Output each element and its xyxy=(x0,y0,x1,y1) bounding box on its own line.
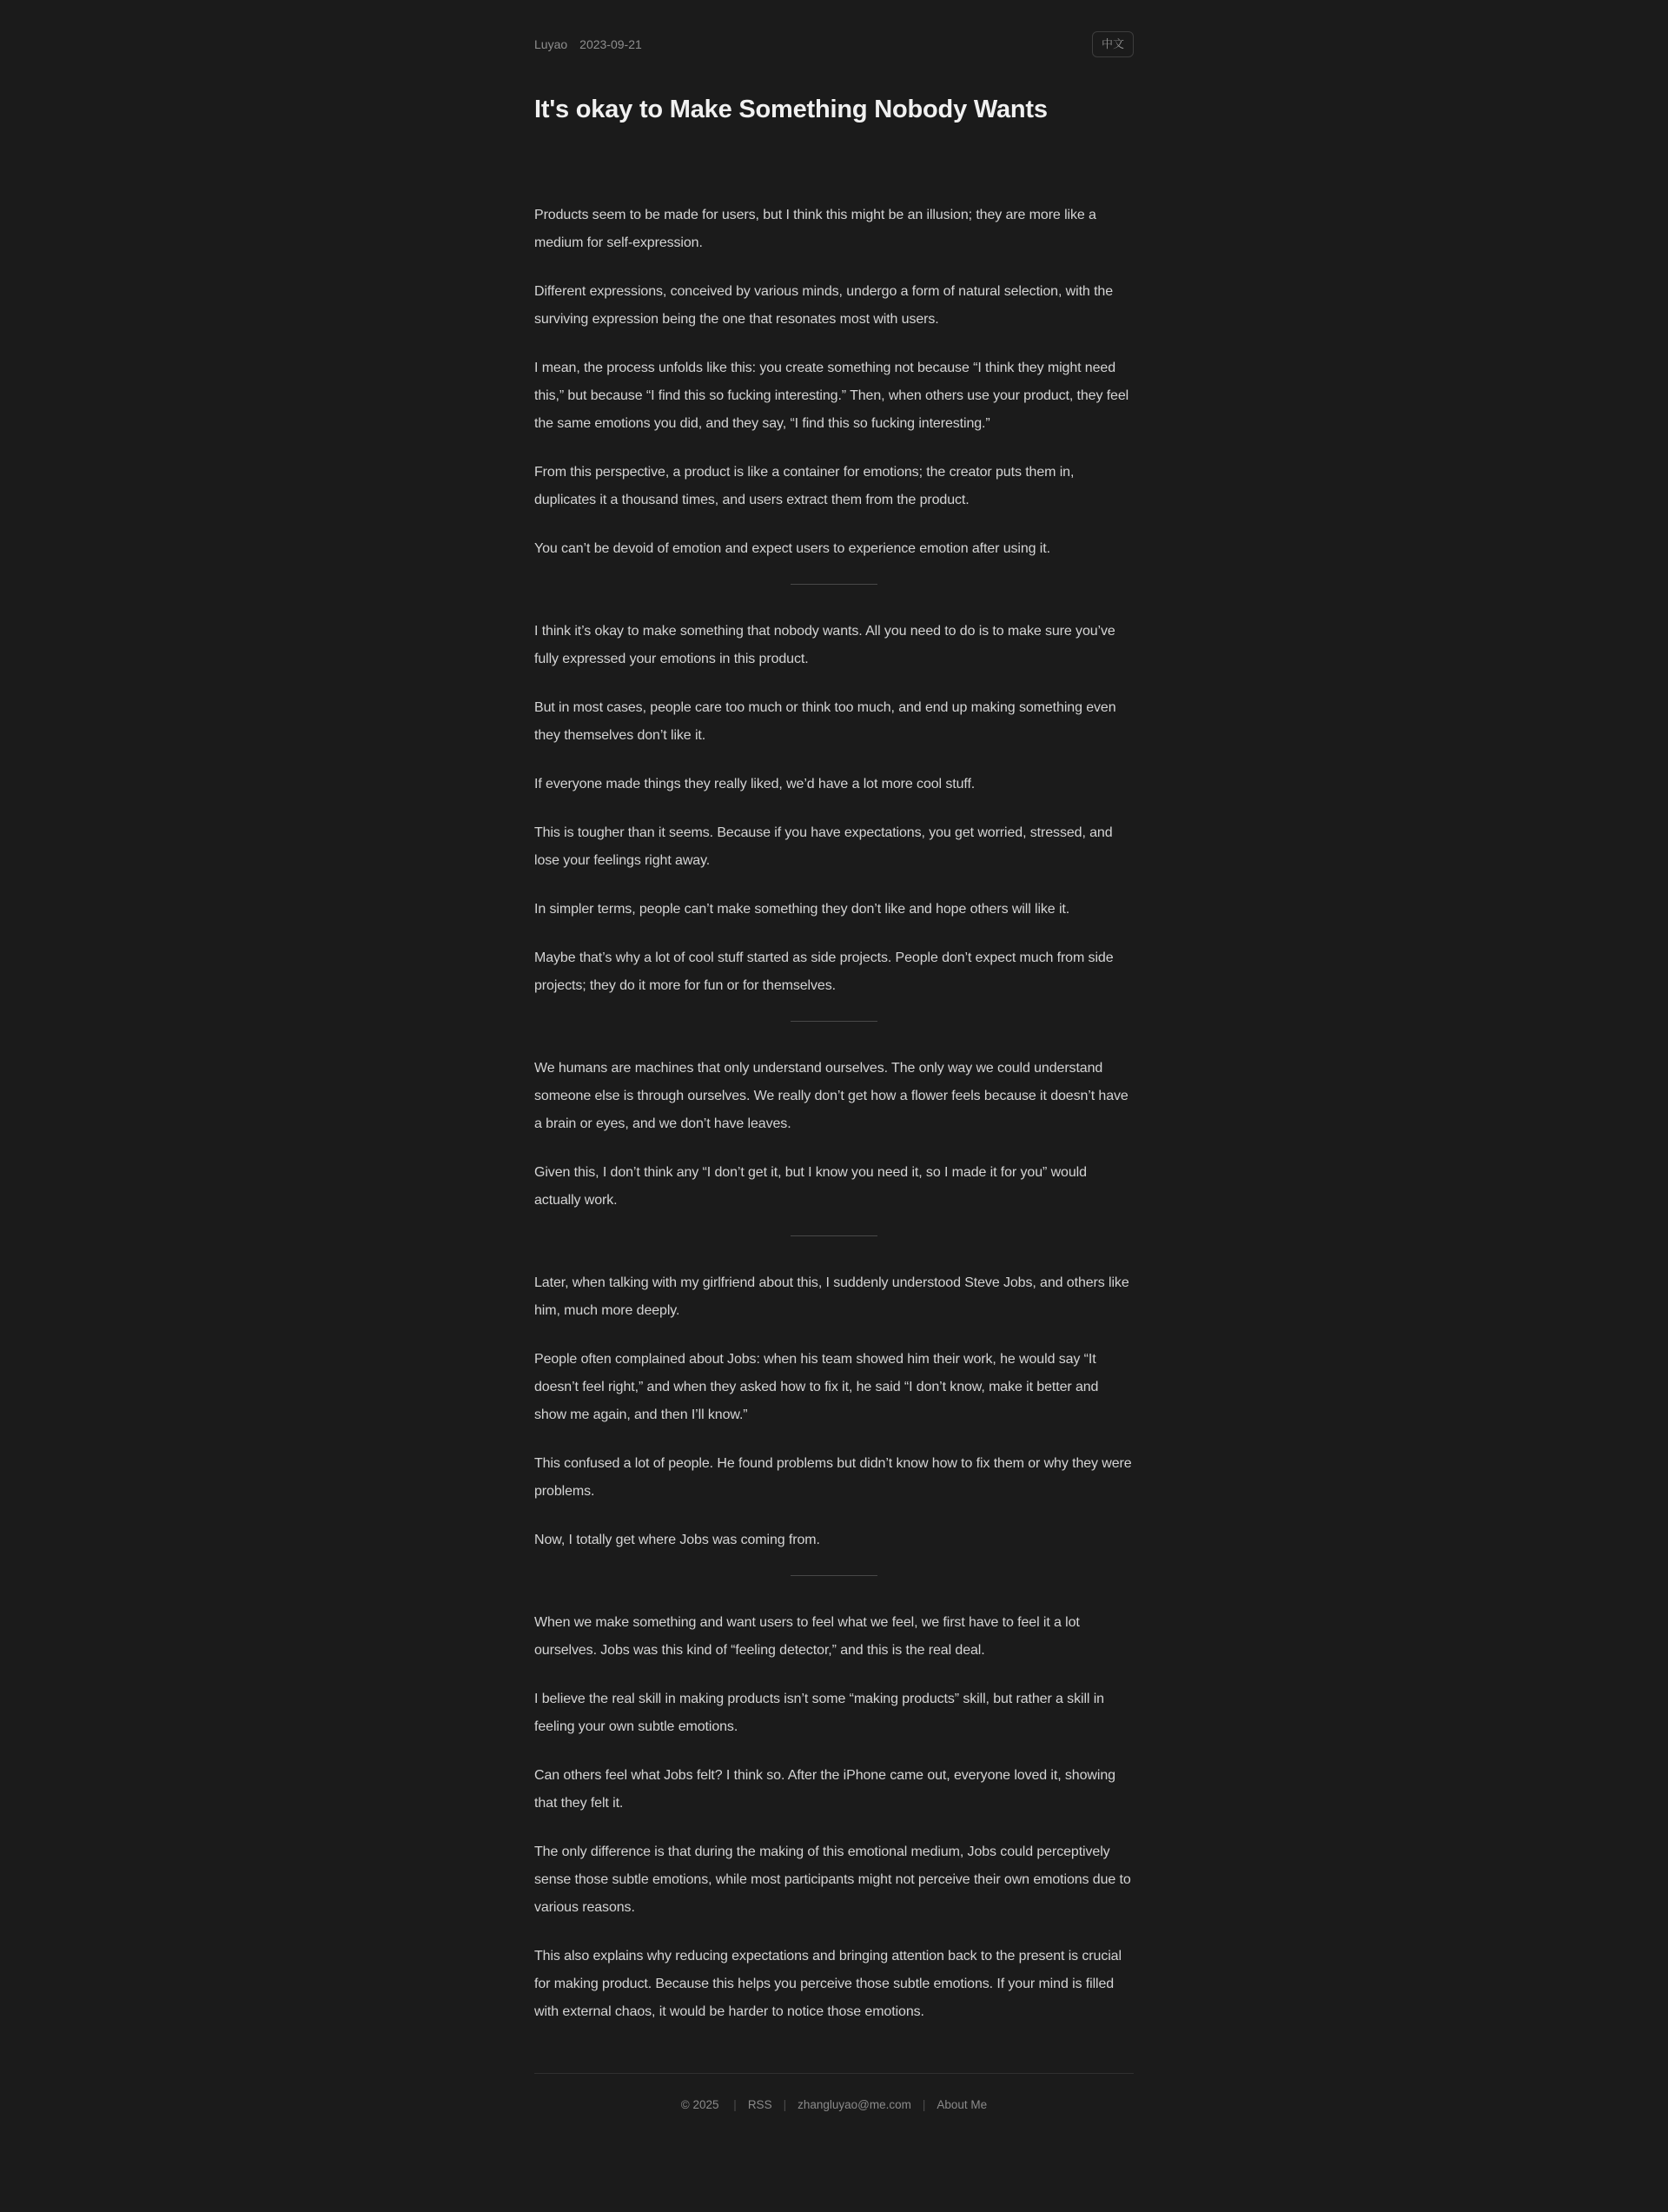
footer-link-rss[interactable]: RSS xyxy=(747,2097,772,2111)
post-header xyxy=(534,31,1134,57)
section-divider xyxy=(791,1021,877,1022)
footer-separator: | xyxy=(783,2097,787,2111)
paragraph: I mean, the process unfolds like this: you create something not because “I think they might need this,” but because “I find this so fucking interesting.” Then, when others use your product, they feel the same emotions you did, and they say, “I find this so fucking interesting.” xyxy=(534,360,1129,431)
section-divider xyxy=(791,1575,877,1576)
paragraph: Different expressions, conceived by various minds, undergo a form of natural selection, with the surviving expression being the one that resonates most with users. xyxy=(534,283,1114,327)
paragraph: This also explains why reducing expectations and bringing attention back to the present is crucial for making product. Because this helps you perceive those subtle emotions. If your mind is filled with external chaos, it would be harder to notice those emotions. xyxy=(534,1948,1122,2019)
author-link[interactable]: Luyao xyxy=(534,36,568,51)
paragraph: This is tougher than it seems. Because if you have expectations, you get worried, stressed, and lose your feelings right away. xyxy=(534,825,1113,868)
paragraph: The only difference is that during the making of this emotional medium, Jobs could perceptively sense those subtle emotions, while most participants might not perceive their own emotions due to various reasons. xyxy=(534,1844,1131,1915)
language-toggle-button[interactable]: 中文 xyxy=(1092,31,1134,57)
page-container xyxy=(534,0,1134,2160)
copyright-text: © 2025 xyxy=(680,2097,719,2111)
paragraph: But in most cases, people care too much or think too much, and end up making something even they themselves don’t like it. xyxy=(534,699,1116,743)
paragraph: I believe the real skill in making products isn’t some “making products” skill, but rather a skill in feeling your own subtle emotions. xyxy=(534,1691,1104,1734)
paragraph: We humans are machines that only understand ourselves. The only way we could understand someone else is through ourselves. We really don’t get how a flower feels because it doesn’t have a brain or eyes, and we don’t have leaves. xyxy=(534,1060,1129,1131)
paragraph: If everyone made things they really liked, we’d have a lot more cool stuff. xyxy=(534,776,976,791)
article-body xyxy=(534,202,1134,2026)
paragraph: Given this, I don’t think any “I don’t get it, but I know you need it, so I made it for you” would actually work. xyxy=(534,1164,1087,1208)
paragraph: Products seem to be made for users, but I think this might be an illusion; they are more like a medium for self-expression. xyxy=(534,207,1096,250)
footer xyxy=(534,2073,1134,2111)
page-title: It's okay to Make Something Nobody Wants xyxy=(534,95,1048,123)
paragraph: Now, I totally get where Jobs was coming from. xyxy=(534,1532,820,1547)
footer-link-email[interactable]: zhangluyao@me.com xyxy=(798,2097,911,2111)
paragraph: This confused a lot of people. He found problems but didn’t know how to fix them or why they were problems. xyxy=(534,1455,1132,1499)
paragraph: People often complained about Jobs: when his team showed him their work, he would say “It doesn’t feel right,” and when they asked how to fix it, he said “I don’t know, make it better and show me again, and then I’ll know.” xyxy=(534,1351,1099,1422)
paragraph: I think it’s okay to make something that nobody wants. All you need to do is to make sure you’ve fully expressed your emotions in this product. xyxy=(534,623,1115,666)
section-divider xyxy=(791,1235,877,1236)
footer-link-about-me[interactable]: About Me xyxy=(937,2097,988,2111)
paragraph: Can others feel what Jobs felt? I think so. After the iPhone came out, everyone loved it, showing that they felt it. xyxy=(534,1767,1115,1811)
paragraph: In simpler terms, people can’t make something they don’t like and hope others will like it. xyxy=(534,901,1070,917)
post-date: 2023-09-21 xyxy=(579,36,642,51)
paragraph: From this perspective, a product is like a container for emotions; the creator puts them in, duplicates it a thousand times, and users extract them from the product. xyxy=(534,464,1075,507)
paragraph: When we make something and want users to feel what we feel, we first have to feel it a lot ourselves. Jobs was this kind of “feeling detector,” and this is the real deal. xyxy=(534,1614,1080,1658)
paragraph: You can’t be devoid of emotion and expect users to experience emotion after using it. xyxy=(534,540,1050,556)
paragraph: Later, when talking with my girlfriend about this, I suddenly understood Steve Jobs, and others like him, much more deeply. xyxy=(534,1275,1129,1318)
paragraph: Maybe that’s why a lot of cool stuff started as side projects. People don’t expect much from side projects; they do it more for fun or for themselves. xyxy=(534,950,1114,993)
footer-separator: | xyxy=(733,2097,737,2111)
footer-separator: | xyxy=(922,2097,926,2111)
post-meta xyxy=(534,37,642,51)
section-divider xyxy=(791,584,877,585)
